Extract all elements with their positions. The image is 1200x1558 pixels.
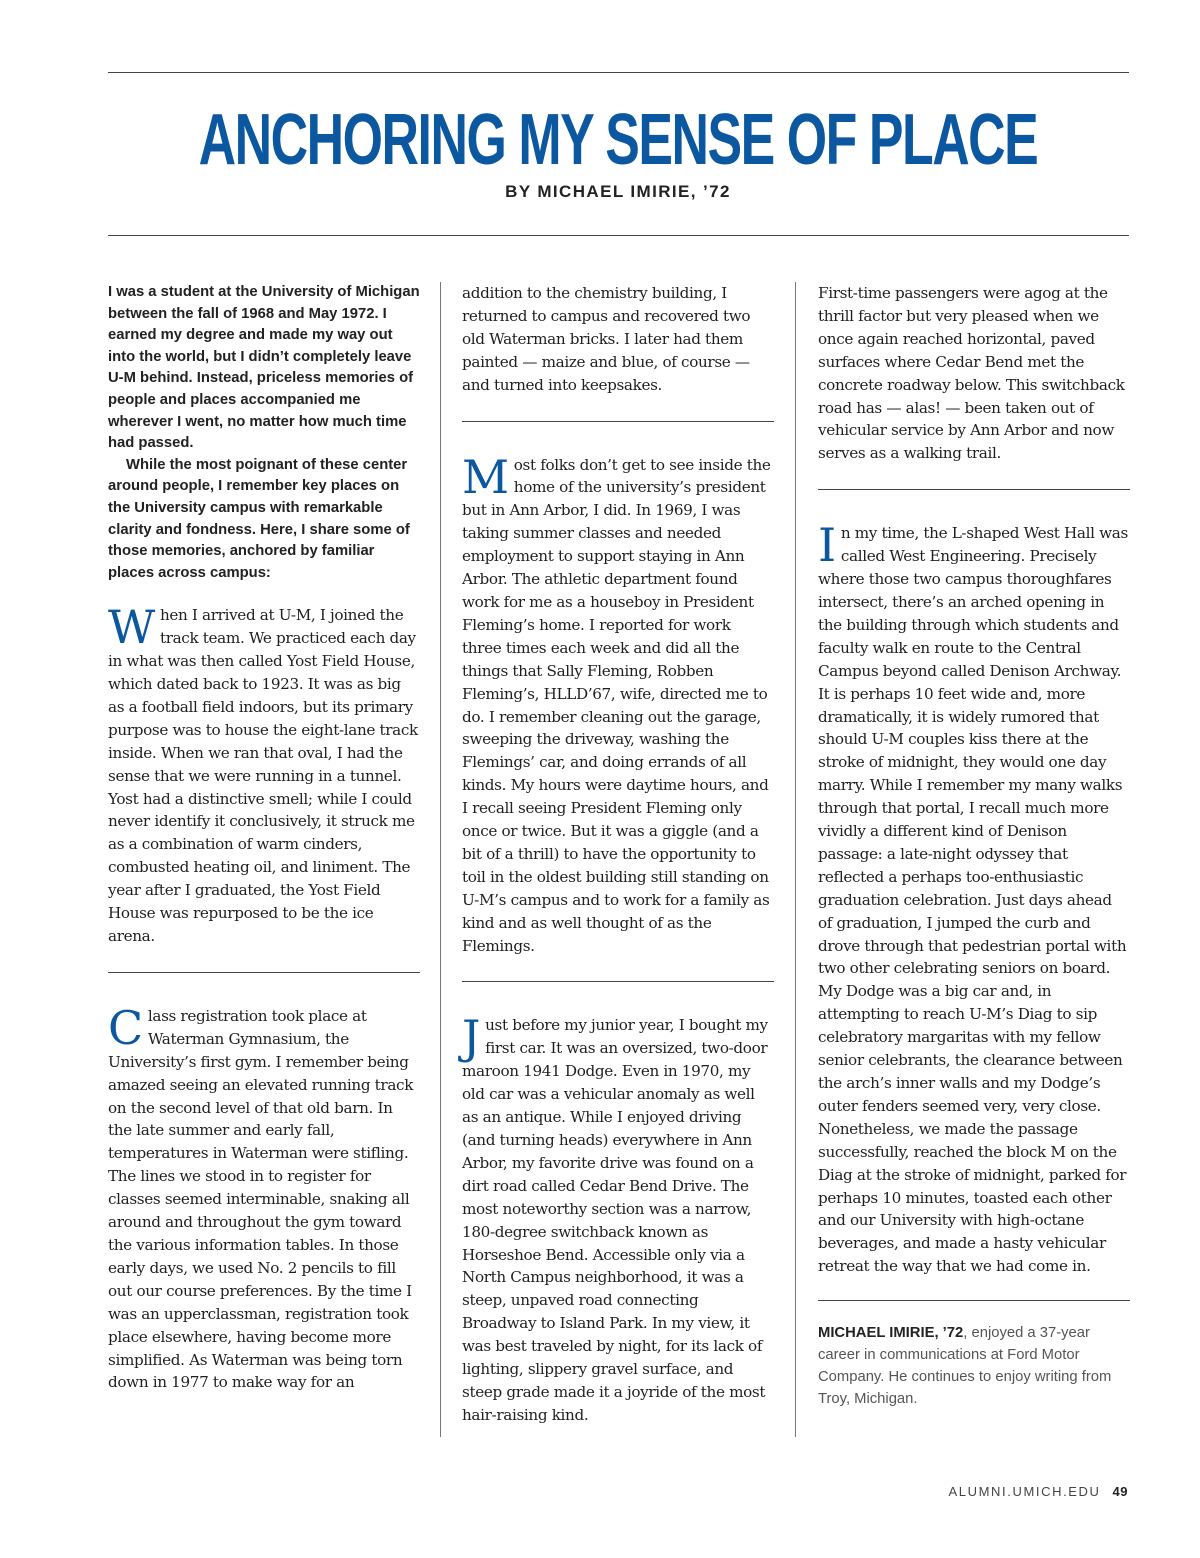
page-footer bbox=[949, 1484, 1128, 1499]
column-3 bbox=[818, 282, 1130, 1410]
president-section bbox=[462, 449, 774, 958]
intro-paragraph-2: While the most poignant of these center around people, I remember key places on the University campus with remarkable clarity and fondness. Here, I share some of those memories, anchored by familiar places across campus: bbox=[108, 456, 410, 581]
car-text: ust before my junior year, I bought my first car. It was an oversized, two-door maroon 1941 Dodge. Even in 1970, my old car was a vehicular anomaly as well as an antique. While I enjoyed driving (and turning heads) everywhere in Ann Arbor, my favorite drive was found on a dirt road called Cedar Bend Drive. The most noteworthy section was a narrow, 180-degree switchback known as Horseshoe Bend. Accessible only via a North Campus neighborhood, it was a steep, unpaved road connecting Broadway to Island Park. In my view, it was best traveled by night, for its lack of lighting, slippery gravel surface, and steep grade made it a joyride of the most hair-raising kind. bbox=[462, 1016, 768, 1424]
drop-cap: I bbox=[818, 518, 836, 573]
car-continued-text: First-time passengers were agog at the thrill factor but very pleased when we once again reached horizontal, paved surfaces where Cedar Bend met the concrete roadway below. This switchback road has — alas! — been taken out of vehicular service by Ann Arbor and now serves as a walking trail. bbox=[818, 284, 1125, 463]
column-2 bbox=[462, 282, 774, 1427]
footer-site-link[interactable]: ALUMNI.UMICH.EDU bbox=[948, 1484, 1101, 1499]
section-divider bbox=[108, 972, 420, 973]
article-title: ANCHORING MY SENSE OF PLACE bbox=[198, 100, 1038, 180]
header-bottom-rule bbox=[108, 235, 1129, 236]
waterman-continued-text: addition to the chemistry building, I returned to campus and recovered two old Waterman bricks. I later had them painted — maize and blue, of course — and turned into keepsakes. bbox=[462, 284, 751, 394]
president-text: ost folks don’t get to see inside the home of the university’s president but in Ann Arbor, I did. In 1969, I was taking summer classes and needed employment to support staying in Ann Arbor. The athletic department found work for me as a houseboy in President Fleming’s home. I reported for work three times each week and did all the things that Sally Fleming, Robben Fleming’s, HLLD’67, wife, directed me to do. I remember cleaning out the garage, sweeping the driveway, washing the Flemings’ car, and doing errands of all kinds. My hours were daytime hours, and I recall seeing President Fleming only once or twice. But it was a giggle (and a bit of a thrill) to have the opportunity to toil in the oldest building still standing on U-M’s campus and to work for a family as kind and as well thought of as the Flemings. bbox=[462, 455, 771, 955]
section-divider bbox=[462, 981, 774, 982]
drop-cap: J bbox=[462, 1010, 481, 1065]
drop-cap: M bbox=[462, 449, 509, 504]
column-1 bbox=[108, 282, 420, 1394]
author-bio bbox=[818, 1323, 1130, 1410]
bio-divider bbox=[818, 1300, 1130, 1301]
section-divider bbox=[462, 421, 774, 422]
intro-paragraph-1: I was a student at the University of Michigan between the fall of 1968 and May 1972. I earned my degree and made my way out into the world, but I didn’t completely leave U-M behind. Instead, priceless memories of people and places accompanied me wherever I went, no matter how much time had passed. bbox=[108, 284, 420, 452]
author-name: MICHAEL IMIRIE, ’72 bbox=[818, 1325, 964, 1342]
column-divider-2 bbox=[795, 282, 796, 1437]
section-divider bbox=[818, 489, 1130, 490]
yost-section bbox=[108, 600, 420, 948]
article-byline: BY MICHAEL IMIRIE, ’72 bbox=[505, 182, 731, 201]
yost-text: hen I arrived at U-M, I joined the track team. We practiced each day in what was then called Yost Field House, which dated back to 1923. It was as big as a football field indoors, but its primary purpose was to house the eight-lane track inside. When we ran that oval, I had the sense that we were running in a tunnel. Yost had a distinctive smell; while I could never identify it conclusively, it struck me as a combination of warm cinders, combusted heating oil, and liniment. The year after I graduated, the Yost Field House was repurposed to be the ice arena. bbox=[108, 606, 418, 945]
drop-cap: W bbox=[108, 600, 155, 655]
car-section bbox=[462, 1010, 774, 1426]
westhall-text: n my time, the L-shaped West Hall was called West Engineering. Precisely where those two campus thoroughfares intersect, there’s an arched opening in the building through which students and faculty walk en route to the Central Campus beyond called Denison Archway. It is perhaps 10 feet wide and, more dramatically, it is widely rumored that should U-M couples kiss there at the stroke of midnight, they would one day marry. While I remember my many walks through that portal, I recall much more vividly a different kind of Denison passage: a late-night odyssey that reflected a perhaps too-enthusiastic graduation celebration. Just days ahead of graduation, I jumped the curb and drove through that pedestrian portal with two other celebrating seniors on board. My Dodge was a big car and, in attempting to reach U-M’s Diag to sip celebratory margaritas with my fellow senior celebrants, the clearance between the arch’s inner walls and my Dodge’s outer fenders seemed very, very close. Nonetheless, we made the passage successfully, reached the block M on the Diag at the stroke of midnight, parked for perhaps 10 minutes, toasted each other and our University with high-octane beverages, and made a hasty vehicular retreat the way that we had come in. bbox=[818, 524, 1128, 1276]
author-bio-text: , enjoyed a 37-year career in communications at Ford Motor Company. He continues to enjoy writing from Troy, Michigan. bbox=[818, 1325, 1112, 1407]
top-rule bbox=[108, 72, 1129, 73]
page-number: 49 bbox=[1112, 1484, 1128, 1499]
waterman-section bbox=[108, 1000, 420, 1394]
waterman-text: lass registration took place at Waterman Gymnasium, the University’s first gym. I remember being amazed seeing an elevated running track on the second level of that old barn. In the late summer and early fall, temperatures in Waterman were stifling. The lines we stood in to register for classes seemed interminable, snaking all around and throughout the gym toward the various information tables. In those early days, we used No. 2 pencils to fill out our course preferences. By the time I was an upperclassman, registration took place elsewhere, having become more simplified. As Waterman was being torn down in 1977 to make way for an bbox=[108, 1006, 414, 1392]
westhall-section bbox=[818, 518, 1130, 1278]
drop-cap: C bbox=[108, 1000, 143, 1055]
column-divider-1 bbox=[440, 282, 441, 1437]
